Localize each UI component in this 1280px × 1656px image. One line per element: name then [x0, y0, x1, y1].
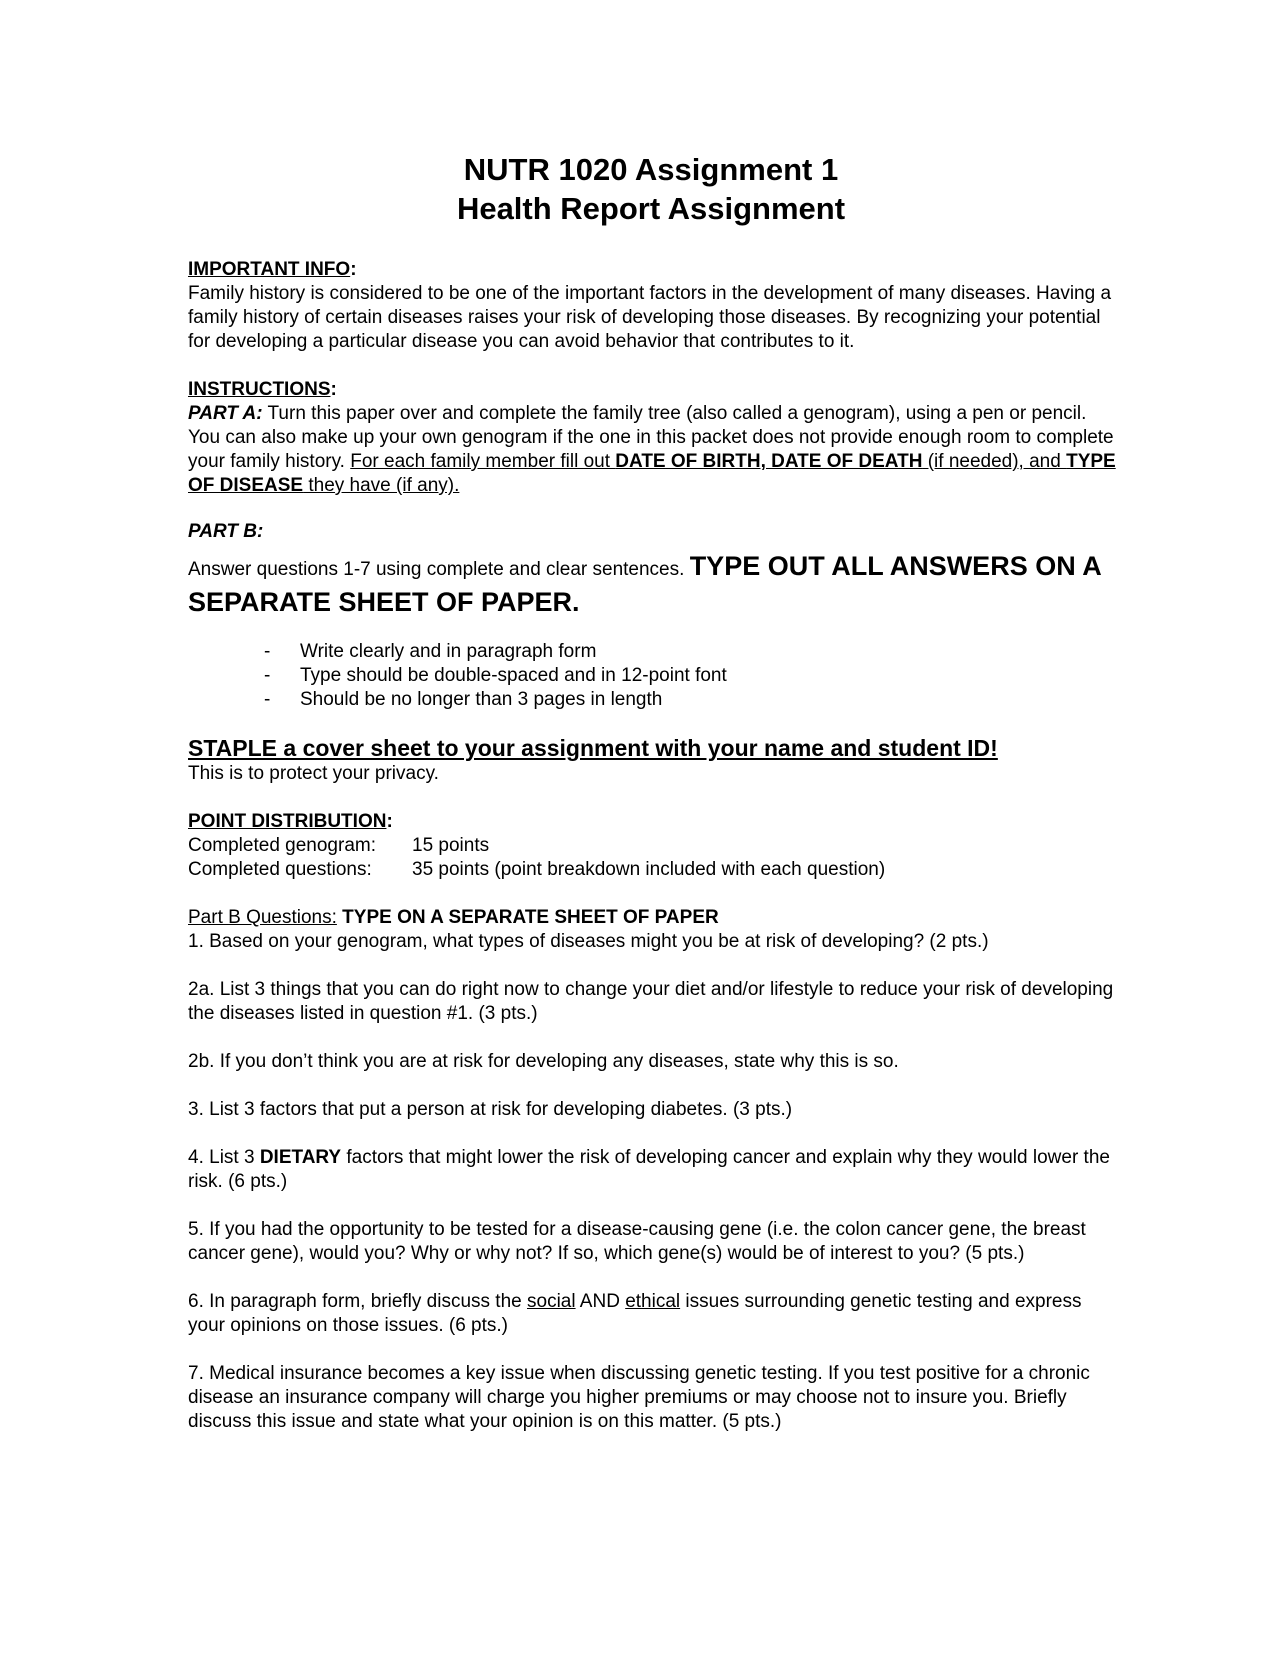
- part-b-intro: Answer questions 1-7 using complete and clear sentences. TYPE OUT ALL ANSWERS ON A SEPARATE SHEET OF PAPER.: [188, 551, 1101, 617]
- important-info-section: [188, 258, 1118, 354]
- title-line-1: NUTR 1020 Assignment 1: [463, 152, 839, 187]
- title-line-2: Health Report Assignment: [456, 191, 846, 226]
- question-2b: 2b. If you don’t think you are at risk for developing any diseases, state why this is so.: [188, 1051, 899, 1072]
- questions-section: [188, 906, 1118, 1434]
- staple-note: This is to protect your privacy.: [188, 763, 439, 784]
- points-row-genogram: Completed genogram: 15 points: [188, 835, 490, 856]
- list-item: - Write clearly and in paragraph form: [264, 640, 1118, 664]
- questions-heading: Part B Questions: TYPE ON A SEPARATE SHEET OF PAPER: [188, 907, 719, 928]
- question-4: 4. List 3 DIETARY factors that might lower the risk of developing cancer and explain why they would lower the risk. (6 pts.): [188, 1147, 1110, 1192]
- point-distribution-heading: POINT DISTRIBUTION:: [188, 811, 393, 832]
- instructions-section: [188, 378, 1118, 498]
- part-b-label: PART B:: [188, 521, 264, 542]
- part-a-text: PART A: Turn this paper over and complete the family tree (also called a genogram), using a pen or pencil. You can also make up your own genogram if the one in this packet does not provide enough room to complete your family history. For each family member fill out DATE OF BIRTH, DATE OF DEATH (if needed), and TYPE OF DISEASE they have (if any).: [188, 403, 1116, 496]
- staple-heading: STAPLE a cover sheet to your assignment with your name and student ID!: [188, 735, 998, 761]
- question-3: 3. List 3 factors that put a person at risk for developing diabetes. (3 pts.): [188, 1099, 793, 1120]
- part-b-bullet-list: [264, 640, 1118, 712]
- document-page: [188, 150, 1118, 1434]
- list-item: - Should be no longer than 3 pages in length: [264, 688, 1118, 712]
- list-item: - Type should be double-spaced and in 12-point font: [264, 664, 1118, 688]
- important-info-heading: IMPORTANT INFO:: [188, 259, 357, 280]
- important-info-text: Family history is considered to be one of the important factors in the development of many diseases. Having a family history of certain diseases raises your risk of developing those diseases. By recognizing your potential for developing a particular disease you can avoid behavior that contributes to it.: [188, 283, 1112, 352]
- part-a-label: PART A:: [188, 403, 263, 424]
- part-b-emphasis: TYPE OUT ALL ANSWERS ON A SEPARATE SHEET OF PAPER.: [188, 551, 1101, 617]
- question-7: 7. Medical insurance becomes a key issue when discussing genetic testing. If you test positive for a chronic disease an insurance company will charge you higher premiums or may choose not to insure you. Briefly discuss this issue and state what your opinion is on this matter. (5 pts.): [188, 1363, 1090, 1432]
- staple-section: [188, 734, 1118, 786]
- question-2a: 2a. List 3 things that you can do right now to change your diet and/or lifestyle to reduce your risk of developing the diseases listed in question #1. (3 pts.): [188, 979, 1114, 1024]
- document-title: [176, 150, 1126, 228]
- points-row-questions: Completed questions: 35 points (point breakdown included with each question): [188, 859, 886, 880]
- point-distribution-section: [188, 810, 1118, 882]
- instructions-heading: INSTRUCTIONS:: [188, 379, 337, 400]
- question-1: 1. Based on your genogram, what types of diseases might you be at risk of developing? (2 pts.): [188, 931, 989, 952]
- question-5: 5. If you had the opportunity to be tested for a disease-causing gene (i.e. the colon cancer gene, the breast cancer gene), would you? Why or why not? If so, which gene(s) would be of interest to you? (5 pts.): [188, 1219, 1086, 1264]
- question-6: 6. In paragraph form, briefly discuss the social AND ethical issues surrounding genetic testing and express your opinions on those issues. (6 pts.): [188, 1291, 1082, 1336]
- part-b-section: [188, 520, 1118, 712]
